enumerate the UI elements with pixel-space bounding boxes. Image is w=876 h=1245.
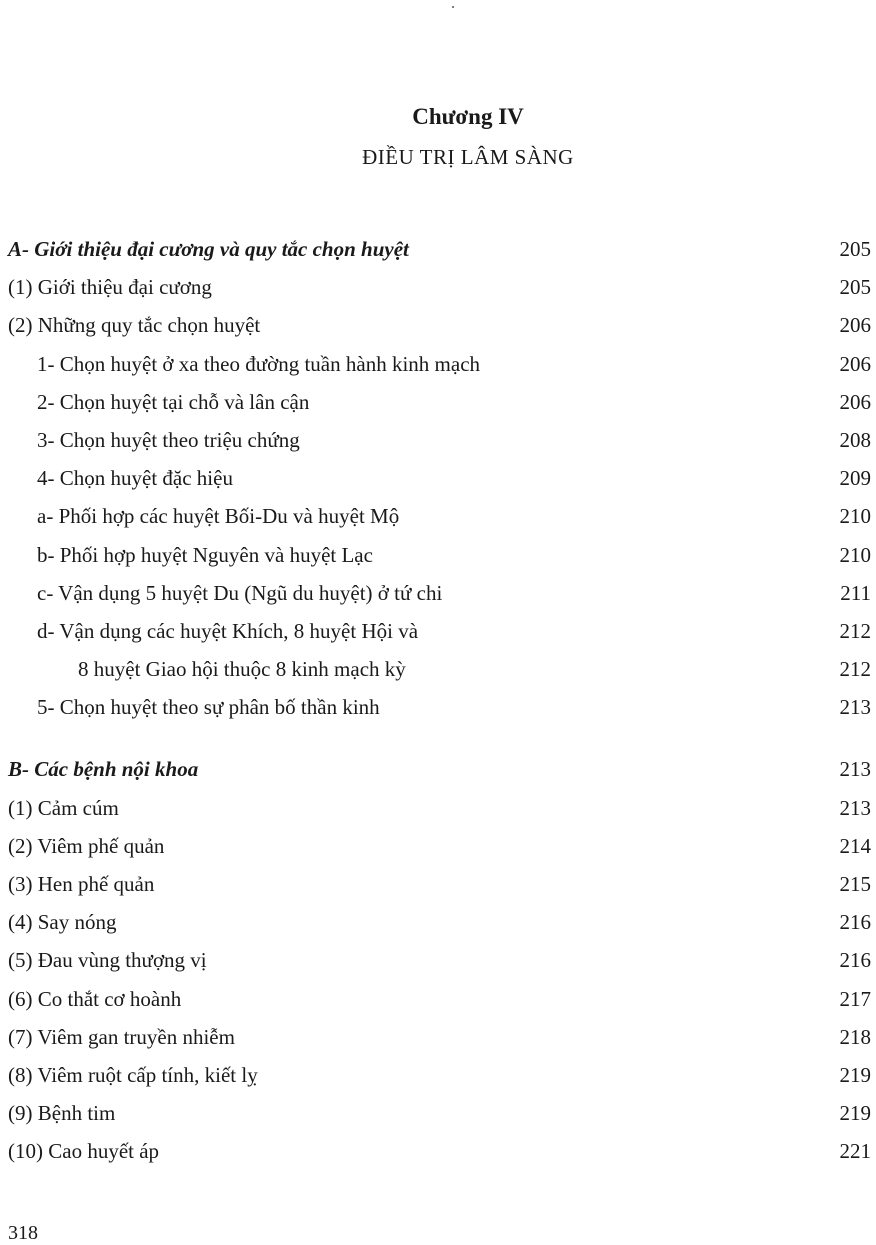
toc-entry-text: (3) Hen phế quản: [8, 872, 155, 896]
toc-entry: [0, 345, 876, 383]
toc-entry-text: (9) Bệnh tim: [8, 1101, 116, 1126]
toc-entry: [0, 1094, 876, 1132]
toc-entry: [0, 865, 876, 903]
toc-entry-text: (5) Đau vùng thượng vị: [8, 948, 207, 973]
toc-entry-page: 206: [839, 351, 871, 376]
toc-entry: [0, 903, 876, 941]
toc-entry-text: a- Phối hợp các huyệt Bối-Du và huyệt Mộ: [37, 504, 400, 529]
toc-entry-page: 211: [840, 580, 871, 605]
toc-entry-text: 4- Chọn huyệt đặc hiệu: [37, 466, 233, 491]
page-number: 318: [8, 1222, 38, 1244]
toc-entry: [0, 980, 876, 1018]
toc-entry-text: 2- Chọn huyệt tại chỗ và lân cận: [37, 389, 310, 414]
toc-entry-page: 206: [839, 389, 871, 414]
toc-entry-text: d- Vận dụng các huyệt Khích, 8 huyệt Hội và: [37, 618, 419, 643]
toc-section: [0, 750, 876, 1170]
toc-entry-page: 217: [839, 986, 871, 1011]
toc-entry-text: b- Phối hợp huyệt Nguyên và huyệt Lạc: [37, 542, 373, 567]
toc-entry-text: (10) Cao huyết áp: [8, 1139, 160, 1164]
toc-entry-text: (7) Viêm gan truyền nhiễm: [8, 1024, 235, 1049]
toc-entry-page: 210: [839, 542, 871, 567]
toc-entry-text: (8) Viêm ruột cấp tính, kiết lỵ: [8, 1062, 258, 1087]
toc-entry: [0, 650, 876, 688]
toc-entry: [0, 536, 876, 574]
toc-entry-page: 214: [839, 833, 871, 858]
chapter-title: ĐIỀU TRỊ LÂM SÀNG: [362, 145, 574, 169]
toc-entry: [0, 306, 876, 344]
toc-entry: [0, 497, 876, 535]
toc-entry: [0, 459, 876, 497]
toc-entry: [0, 688, 876, 726]
toc-section: [0, 230, 876, 726]
toc-entry: [0, 574, 876, 612]
toc-entry: [0, 421, 876, 459]
toc-entry-page: 221: [839, 1139, 871, 1164]
toc-entry-text: (1) Giới thiệu đại cương: [8, 275, 212, 300]
toc-entry-page: 210: [839, 504, 871, 529]
toc-entry-page: 212: [839, 657, 871, 682]
toc-entry-text: (2) Những quy tắc chọn huyệt: [8, 313, 261, 338]
toc-section-heading: [0, 230, 876, 268]
toc-section-heading: [0, 750, 876, 788]
toc-entry-page: 218: [839, 1024, 871, 1049]
toc-entry-text: 1- Chọn huyệt ở xa theo đường tuần hành kinh mạch: [37, 351, 481, 376]
toc-entry: [0, 789, 876, 827]
toc-entry-page: 208: [839, 427, 871, 452]
toc-entry-text: (2) Viêm phế quản: [8, 833, 165, 858]
toc-entry: [0, 1056, 876, 1094]
toc-entry-text: c- Vận dụng 5 huyệt Du (Ngũ du huyệt) ở tứ chi: [37, 580, 443, 605]
toc-entry-page: 216: [839, 910, 871, 935]
toc-entry: [0, 383, 876, 421]
section-heading-page: 213: [839, 757, 871, 782]
toc-entry-text: (6) Co thắt cơ hoành: [8, 986, 182, 1011]
section-gap: [0, 726, 876, 750]
toc-entry-text: (1) Cảm cúm: [8, 795, 119, 820]
toc-entry: [0, 941, 876, 979]
scan-speck: [452, 6, 454, 8]
toc-entry-page: 213: [839, 795, 871, 820]
toc-entry-page: 206: [839, 313, 871, 338]
toc-entry-text: (4) Say nóng: [8, 910, 117, 935]
toc-entry-text: 3- Chọn huyệt theo triệu chứng: [37, 427, 300, 452]
toc-entry-page: 216: [839, 948, 871, 973]
toc-entry: [0, 1018, 876, 1056]
toc-entry: [0, 612, 876, 650]
toc-entry-page: 212: [839, 618, 871, 643]
toc-entry-page: 209: [839, 466, 871, 491]
toc-entry: [0, 1132, 876, 1170]
toc-entry: [0, 268, 876, 306]
toc-entry-text: 8 huyệt Giao hội thuộc 8 kinh mạch kỳ: [78, 657, 406, 682]
section-heading-text: A- Giới thiệu đại cương và quy tắc chọn huyệt: [8, 237, 409, 261]
toc-entry-page: 219: [839, 1062, 871, 1087]
toc-entry-page: 213: [839, 695, 871, 720]
toc-entry-page: 205: [839, 275, 871, 300]
toc-entry-page: 219: [839, 1101, 871, 1126]
table-of-contents: [0, 230, 876, 1171]
section-heading-text: B- Các bệnh nội khoa: [8, 757, 199, 782]
toc-entry: [0, 827, 876, 865]
section-heading-page: 205: [839, 237, 871, 261]
chapter-label: Chương IV: [412, 104, 524, 129]
toc-entry-text: 5- Chọn huyệt theo sự phân bố thần kinh: [37, 695, 380, 720]
toc-entry-page: 215: [839, 872, 871, 896]
